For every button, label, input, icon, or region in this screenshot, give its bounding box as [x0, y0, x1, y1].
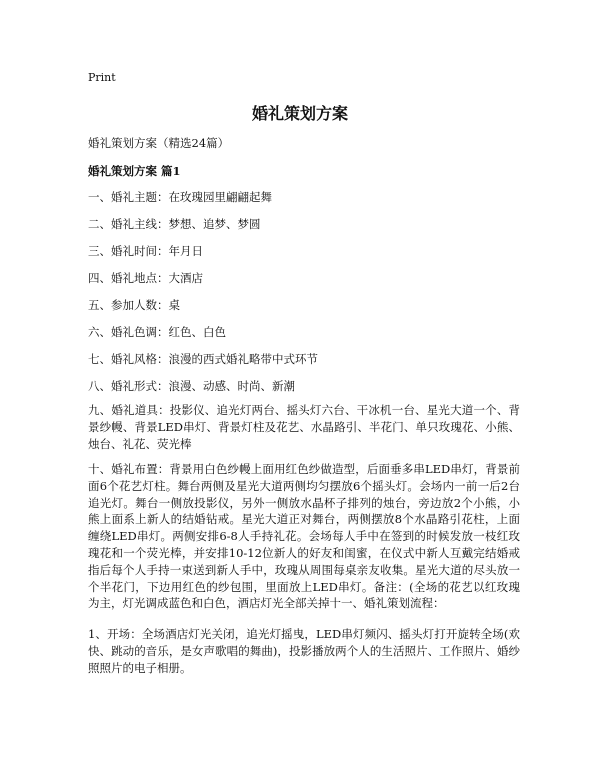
opening-paragraph: 1、开场：全场酒店灯光关闭，追光灯摇曳，LED串灯频闪、摇头灯打开旋转全场(欢快、跳动的音乐，是女声歌唱的舞曲)，投影播放两个人的生活照片、工作照片、婚纱照照片的电子相册。: [88, 627, 520, 675]
props-paragraph: 九、婚礼道具：投影仪、追光灯两台、摇头灯六台、干冰机一台、星光大道一个、背景纱幔、背景LED串灯、背景灯柱及花艺、水晶路引、半花门、单只玫瑰花、小熊、烛台、礼花、荧光棒: [88, 403, 520, 451]
list-item: 二、婚礼主线：梦想、追梦、梦圆: [88, 217, 261, 231]
list-item: 五、参加人数：桌: [88, 298, 180, 312]
list-item: 七、婚礼风格：浪漫的西式婚礼略带中式环节: [88, 352, 318, 366]
page-title: 婚礼策划方案: [251, 104, 348, 123]
document-subtitle: 婚礼策划方案（精选24篇）: [88, 136, 230, 150]
list-item: 八、婚礼形式：浪漫、动感、时尚、新潮: [88, 379, 295, 393]
list-item: 四、婚礼地点：大酒店: [88, 271, 203, 285]
list-item: 一、婚礼主题：在玫瑰园里翩翩起舞: [88, 190, 272, 204]
list-item: 三、婚礼时间：年月日: [88, 244, 203, 258]
print-link[interactable]: Print: [88, 71, 116, 84]
layout-paragraph: 十、婚礼布置：背景用白色纱幔上面用红色纱做造型，后面垂多串LED串灯，背景前面6个花艺灯柱。舞台两侧及星光大道两侧均匀摆放6个摇头灯。会场内一前一后2台追光灯。舞台一侧放投影仪，另外一侧放水晶杯子排列的烛台，旁边放2个小熊，小熊上面系上新人的结婚钻戒。星光大道正对舞台，两侧摆放8个水晶路引花柱，上面缠绕LED串灯。两侧安排6-8人手持礼花。会场每人手中在签到的时候发放一枝红玫瑰花和一个荧光棒，并安排10-12位新人的好友和闺蜜，在仪式中新人互戴完结婚戒指后每个人手持一束送到新人手中，玫瑰从周围每桌亲友收集。星光大道的尽头放一个半花门，下边用红色的纱包围，里面放上LED串灯。备注：(全场的花艺以红玫瑰为主，灯光调成蓝色和白色，酒店灯光全部关掉十一、婚礼策划流程：: [88, 462, 520, 611]
section-heading: 婚礼策划方案 篇1: [88, 164, 181, 178]
list-item: 六、婚礼色调：红色、白色: [88, 325, 226, 339]
